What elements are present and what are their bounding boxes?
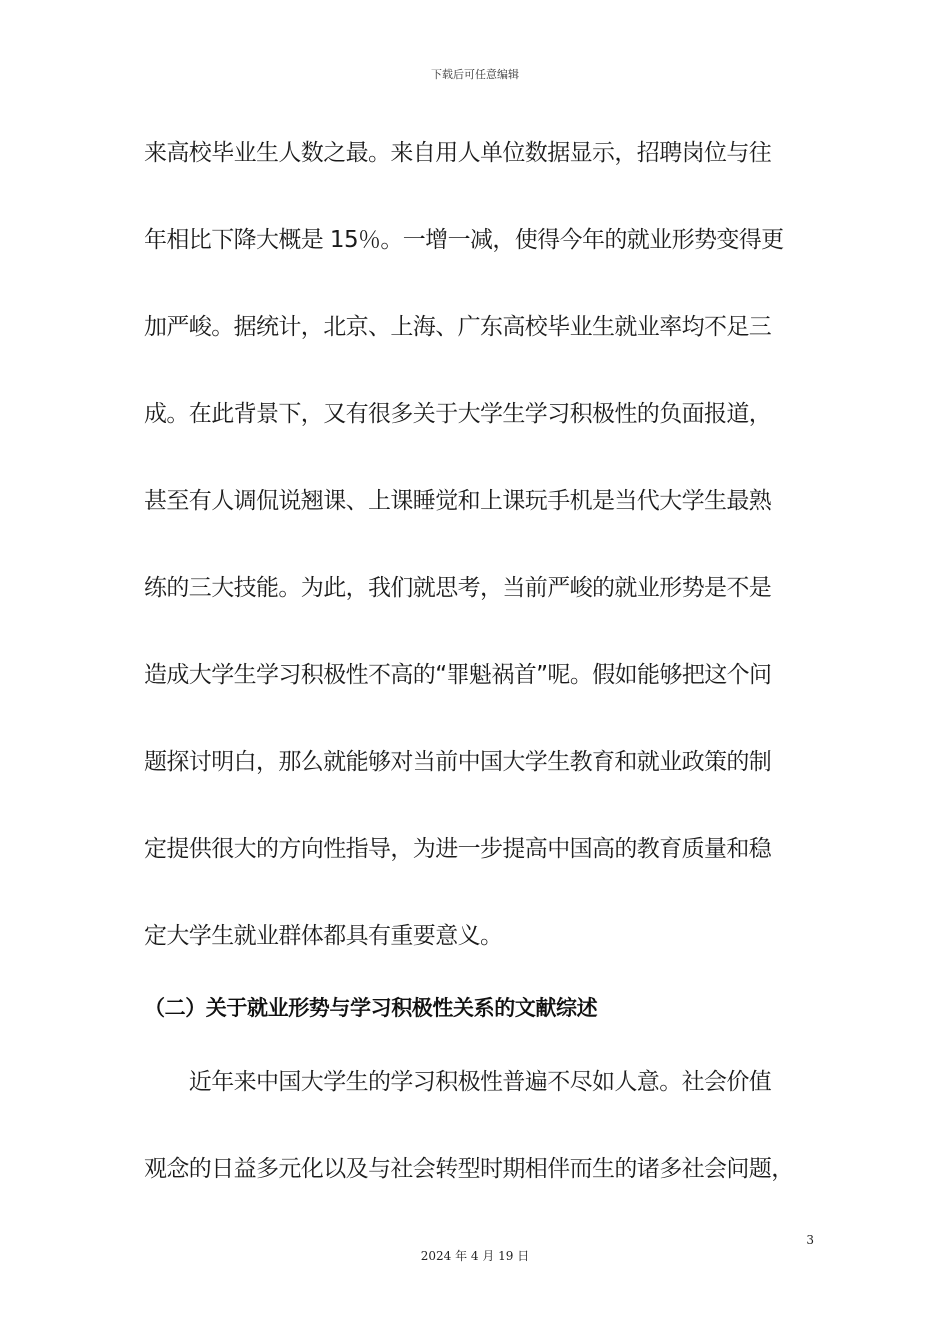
paragraph-line: 近年来中国大学生的学习积极性普遍不尽如人意。社会价值 xyxy=(144,1069,772,1095)
paragraph-line: 来高校毕业生人数之最。来自用人单位数据显示，招聘岗位与往 xyxy=(144,140,772,166)
paragraph-line: 甚至有人调侃说翘课、上课睡觉和上课玩手机是当代大学生最熟 xyxy=(144,488,772,514)
paragraph-line: 加严峻。据统计，北京、上海、广东高校毕业生就业率均不足三 xyxy=(144,314,772,340)
paragraph-line: 练的三大技能。为此，我们就思考，当前严峻的就业形势是不是 xyxy=(144,575,772,601)
section-heading: （二）关于就业形势与学习积极性关系的文献综述 xyxy=(144,996,598,1020)
paragraph-line: 定大学生就业群体都具有重要意义。 xyxy=(144,923,503,949)
footer-date: 2024 年 4 月 19 日 xyxy=(420,1249,530,1263)
paragraph-line: 定提供很大的方向性指导，为进一步提高中国高的教育质量和稳 xyxy=(144,836,772,862)
header-note: 下载后可任意编辑 xyxy=(431,68,519,81)
paragraph-line: 造成大学生学习积极性不高的“罪魁祸首”呢。假如能够把这个问 xyxy=(144,662,772,688)
paragraph-line: 观念的日益多元化以及与社会转型时期相伴而生的诸多社会问题， xyxy=(144,1156,794,1182)
paragraph-line: 成。在此背景下，又有很多关于大学生学习积极性的负面报道， xyxy=(144,401,772,427)
paragraph-line: 年相比下降大概是 15％。一增一减，使得今年的就业形势变得更 xyxy=(144,227,784,253)
page-number: 3 xyxy=(806,1233,814,1247)
paragraph-line: 题探讨明白，那么就能够对当前中国大学生教育和就业政策的制 xyxy=(144,749,772,775)
